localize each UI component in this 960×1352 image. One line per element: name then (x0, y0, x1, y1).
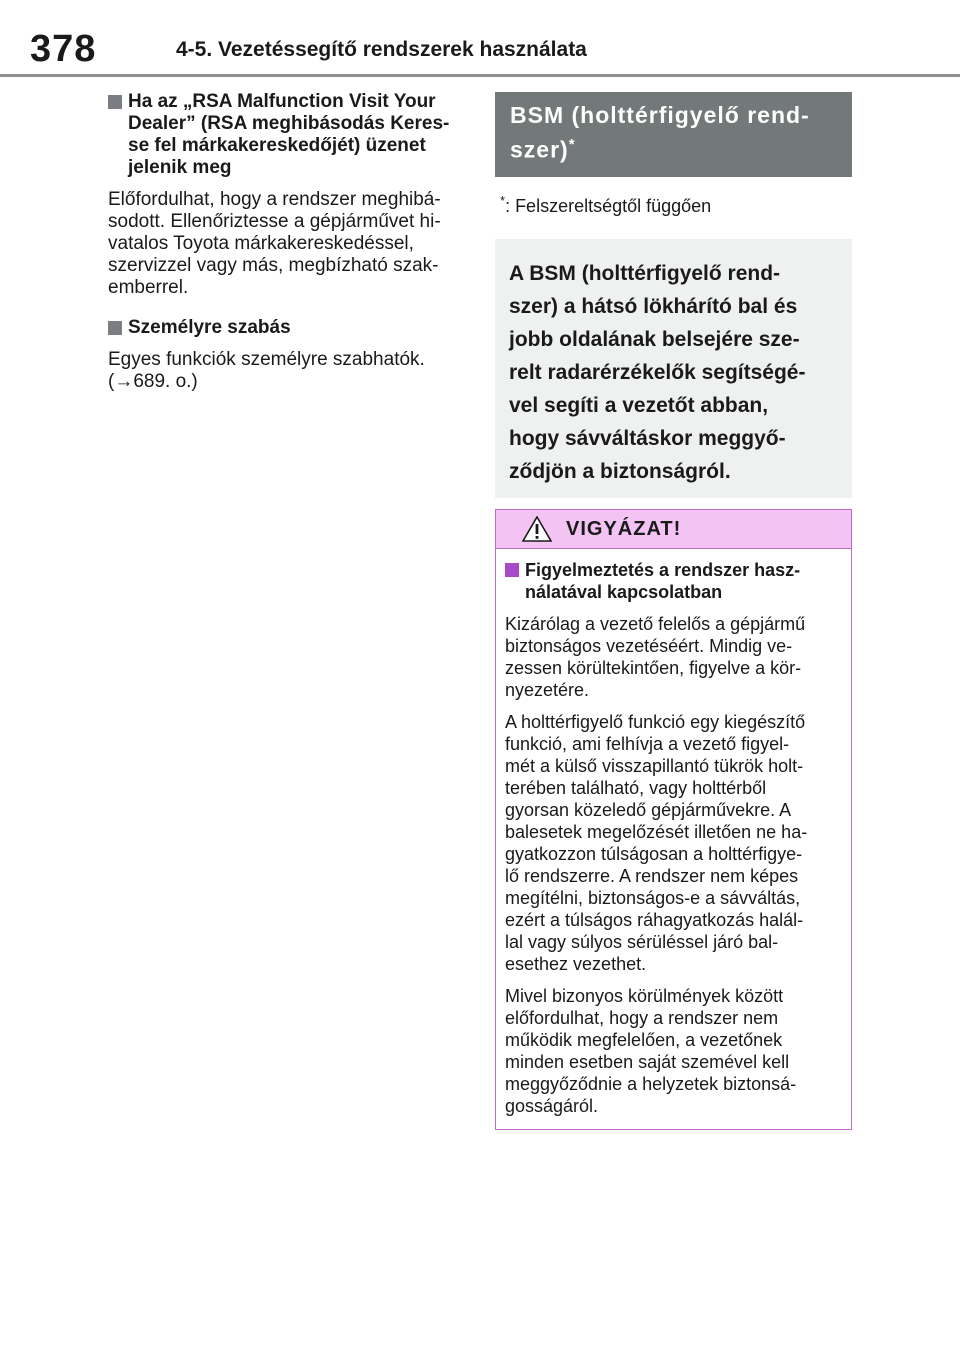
page-header (0, 0, 960, 80)
warning-triangle-icon (522, 516, 552, 542)
header-divider (0, 74, 960, 77)
text-line: Egyes funkciók személyre szabhatók. (108, 349, 425, 370)
footnote-asterisk: * (500, 192, 506, 208)
right-column (495, 92, 852, 1130)
paragraph-rsa-malfunction (108, 189, 468, 299)
section-heading-customization (108, 317, 468, 339)
caution-heading (505, 559, 839, 603)
caution-header (496, 510, 851, 549)
text-line: megítélni, biztonságos-e a sávváltás, (505, 887, 801, 908)
caution-body (496, 549, 851, 1129)
caution-paragraph-1 (505, 613, 839, 701)
text-line: lő rendszerre. A rendszer nem képes (505, 865, 799, 886)
paragraph-customization (108, 349, 468, 393)
bsm-intro-box (495, 239, 852, 498)
page-reference-link[interactable]: (→689. o.) (108, 371, 198, 392)
heading-line: Dealer” (RSA meghibásodás Keres- (128, 113, 450, 134)
text-line: A holttérfigyelő funkció egy kiegészítő (505, 711, 806, 732)
heading-line: Ha az „RSA Malfunction Visit Your (128, 91, 436, 112)
intro-line: relt radarérzékelők segítségé- (509, 360, 806, 384)
text-line: funkció, ami felhívja a vezető figyel- (505, 733, 790, 754)
page-number: 378 (30, 28, 97, 70)
text-line: balesetek megelőzését illetően ne ha- (505, 821, 808, 842)
footnote (495, 193, 852, 217)
section-heading-rsa-malfunction (108, 91, 468, 179)
text-line: gyatkozzon túlságosan a holttérfigye- (505, 843, 803, 864)
text-line: mét a külső visszapillantó tükrök holt- (505, 755, 804, 776)
text-line: gosságáról. (505, 1095, 599, 1116)
title-line-2 (510, 130, 837, 165)
intro-line: vel segíti a vezetőt abban, (509, 393, 769, 417)
text-line: nyezetére. (505, 679, 590, 700)
text-line: Kizárólag a vezető felelős a gépjármű (505, 613, 806, 634)
text-line: sodott. Ellenőriztesse a gépjárművet hi- (108, 211, 441, 232)
text-line: minden esetben saját szemével kell (505, 1051, 790, 1072)
text-line: gyorsan közeledő gépjárművekre. A (505, 799, 792, 820)
text-line: Mivel bizonyos körülmények között (505, 985, 784, 1006)
caution-paragraph-3 (505, 985, 839, 1117)
text-line: terében található, vagy holttérből (505, 777, 767, 798)
text-line: vatalos Toyota márkakereskedéssel, (108, 233, 414, 254)
square-bullet-icon (108, 95, 122, 109)
bsm-section-title (495, 92, 852, 177)
text-line: zessen körültekintően, figyelve a kör- (505, 657, 802, 678)
text-line: működik megfelelően, a vezetőnek (505, 1029, 783, 1050)
left-column (108, 91, 468, 393)
intro-line: A BSM (holttérfigyelő rend- (509, 261, 781, 285)
text-line: emberrel. (108, 277, 189, 298)
text-line: ezért a túlságos ráhagyatkozás halál- (505, 909, 804, 930)
text-line: szervizzel vagy más, megbízható szak- (108, 255, 439, 276)
text-line: Előfordulhat, hogy a rendszer meghibá- (108, 189, 441, 210)
caution-label: VIGYÁZAT! (566, 517, 682, 540)
square-bullet-icon (505, 563, 519, 577)
heading-line: jelenik meg (128, 157, 232, 178)
text-line: esethez vezethet. (505, 953, 647, 974)
caution-paragraph-2 (505, 711, 839, 975)
intro-line: ződjön a biztonságról. (509, 459, 731, 483)
intro-line: jobb oldalának belsejére sze- (509, 327, 800, 351)
square-bullet-icon (108, 321, 122, 335)
text-line: meggyőződnie a helyzetek biztonsá- (505, 1073, 797, 1094)
intro-line: hogy sávváltáskor meggyő- (509, 426, 786, 450)
intro-line: szer) a hátsó lökhárító bal és (509, 294, 798, 318)
heading-line: Személyre szabás (128, 317, 291, 338)
title-text: szer) (510, 136, 569, 163)
caution-box (495, 509, 852, 1130)
heading-line: Figyelmeztetés a rendszer hasz- (525, 559, 801, 580)
text-line: biztonságos vezetéséért. Mindig ve- (505, 635, 793, 656)
chapter-title: 4-5. Vezetéssegítő rendszerek használata (176, 38, 587, 61)
heading-line: nálatával kapcsolatban (525, 581, 723, 602)
heading-line: se fel márkakereskedőjét) üzenet (128, 135, 426, 156)
title-line: BSM (holttérfigyelő rend- (510, 102, 810, 128)
text-line: előfordulhat, hogy a rendszer nem (505, 1007, 779, 1028)
footnote-text: : Felszereltségtől függően (505, 195, 712, 216)
asterisk-mark: * (568, 136, 576, 153)
text-line: lal vagy súlyos sérüléssel járó bal- (505, 931, 779, 952)
